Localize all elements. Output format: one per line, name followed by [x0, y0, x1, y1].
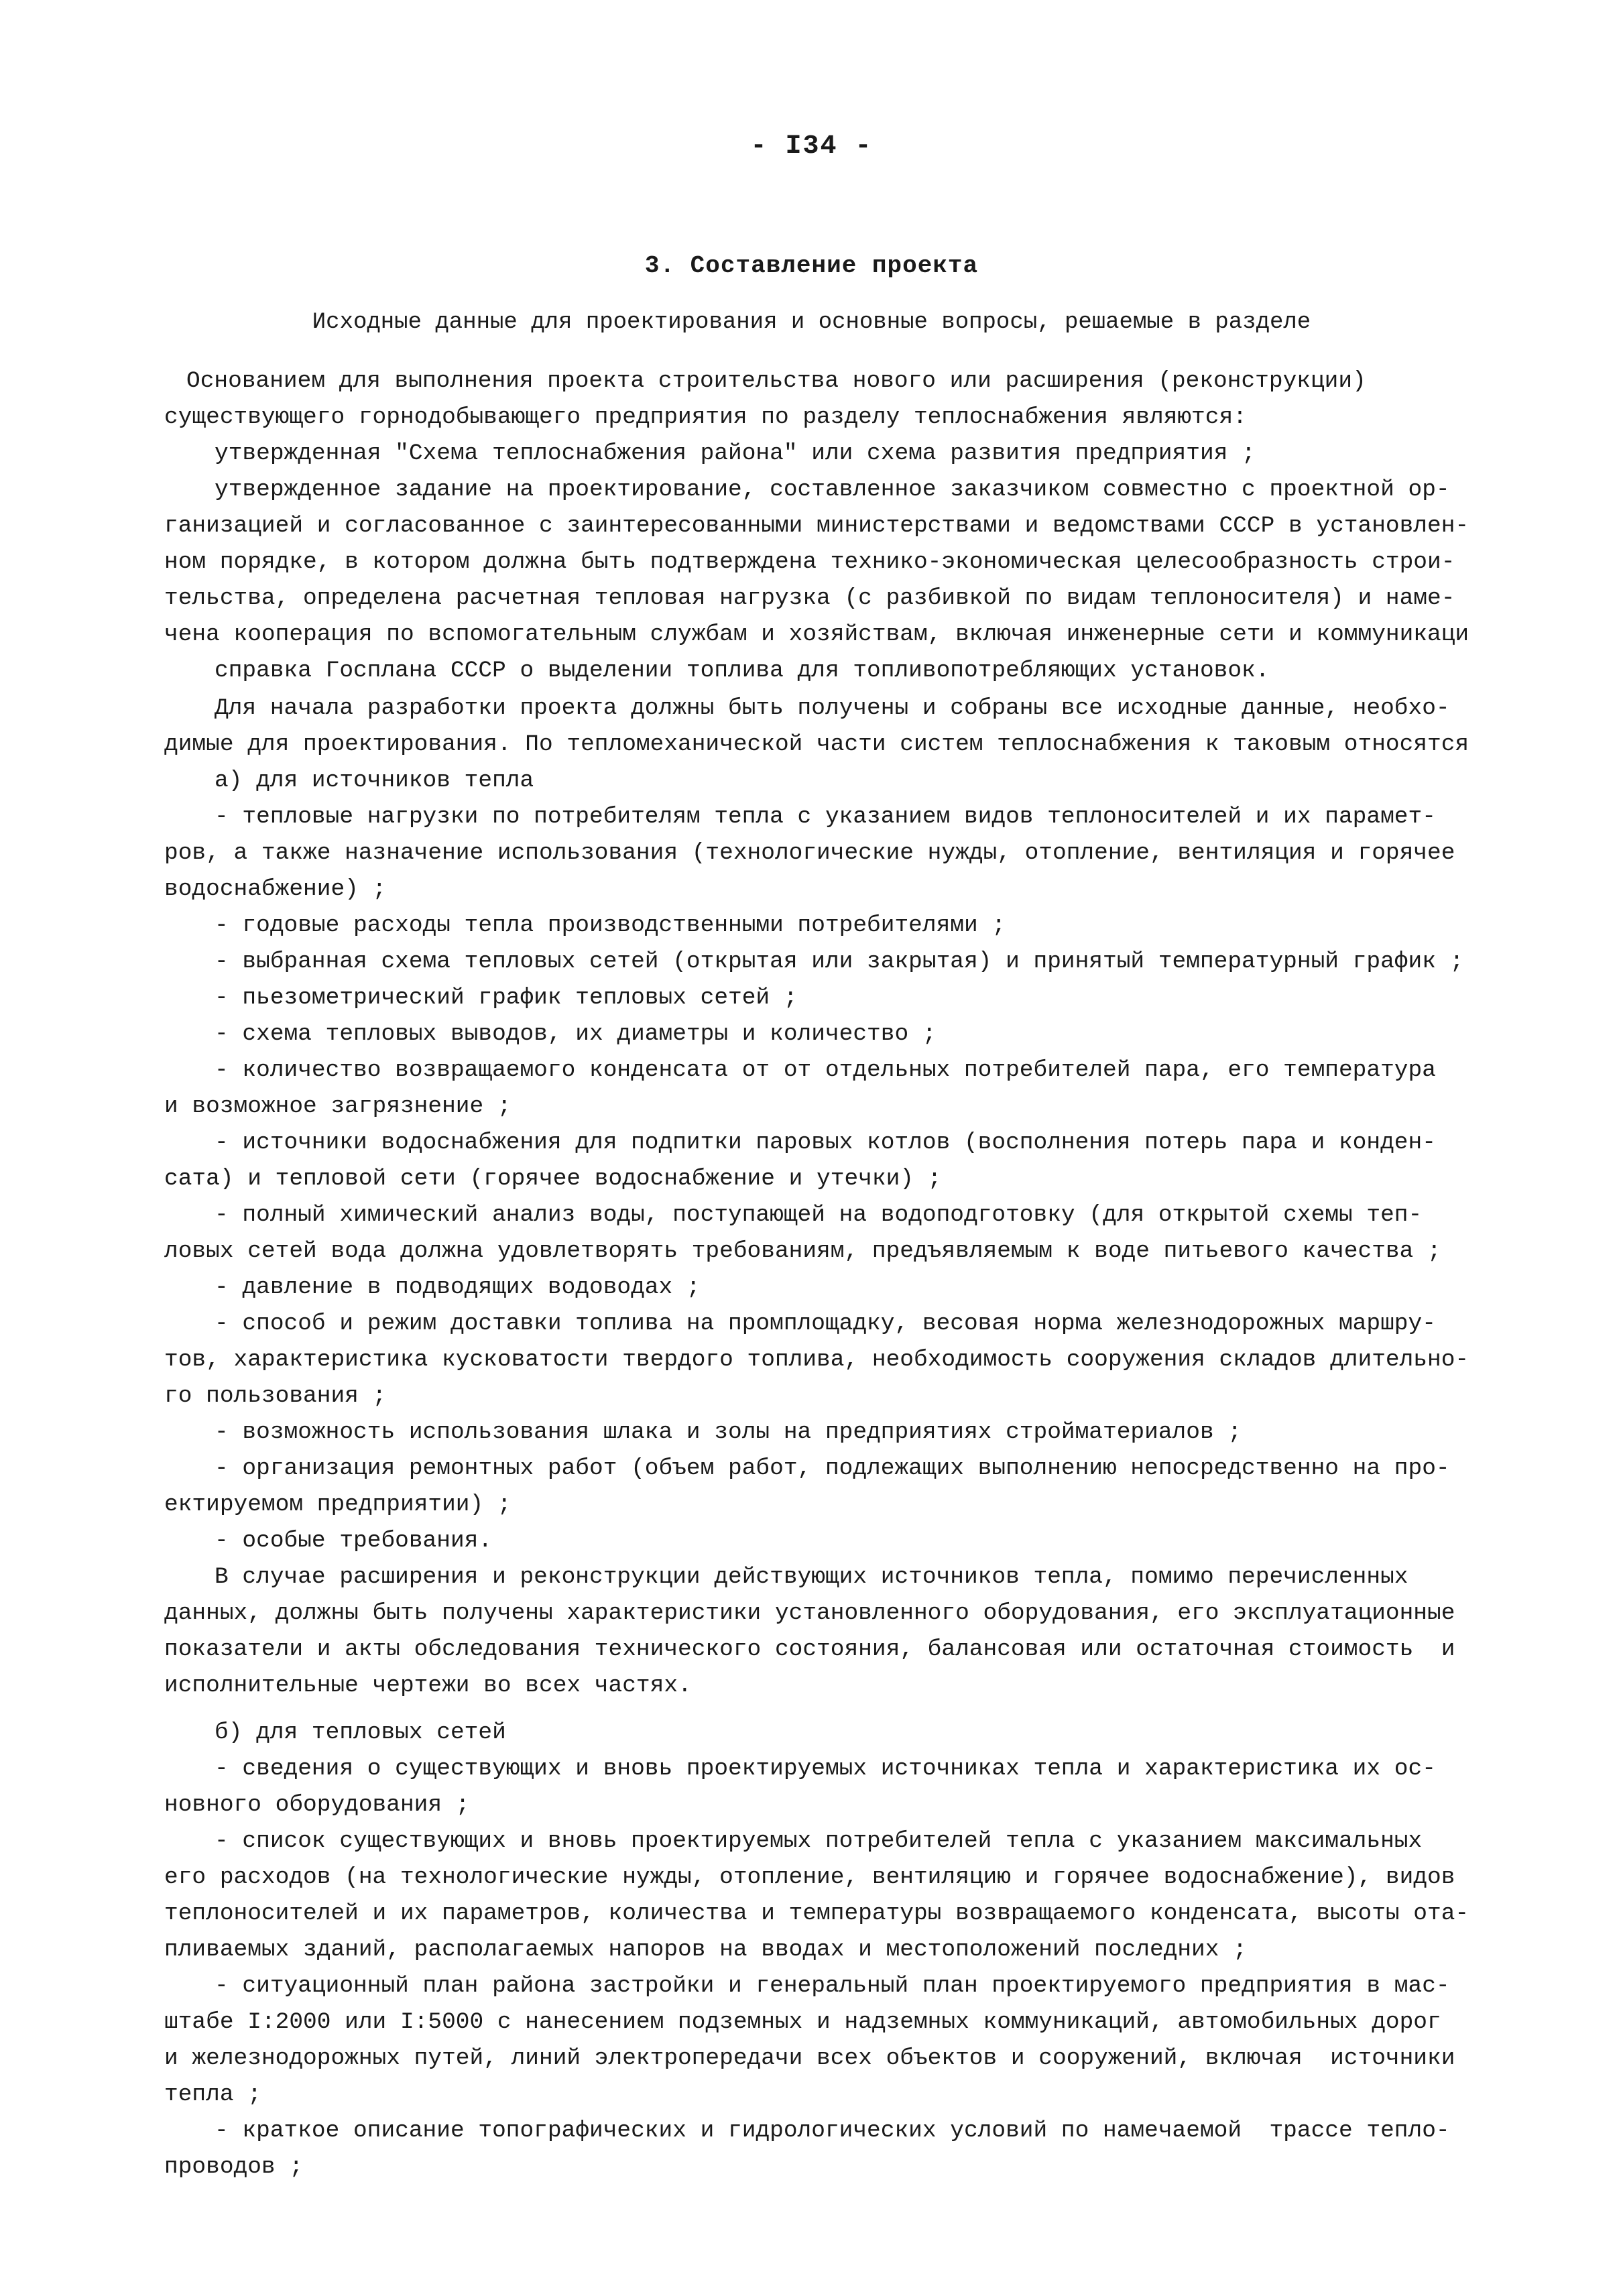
- text-line: его расходов (на технологические нужды, отопление, вентиляцию и горячее водоснабжение), видов: [164, 1864, 1455, 1890]
- text-line: - источники водоснабжения для подпитки паровых котлов (восполнения потерь пара и конден-: [215, 1130, 1436, 1156]
- text-line: новного оборудования ;: [164, 1792, 470, 1818]
- text-line: - количество возвращаемого конденсата от от отдельных потребителей пара, его температура: [215, 1057, 1436, 1083]
- text-line: существующего горнодобывающего предприятия по разделу теплоснабжения являются:: [164, 404, 1247, 430]
- text-line: - схема тепловых выводов, их диаметры и количество ;: [215, 1021, 937, 1047]
- text-line: а) для источников тепла: [215, 768, 534, 794]
- text-line: - полный химический анализ воды, поступающей на водоподготовку (для открытой схемы теп-: [215, 1202, 1423, 1228]
- text-line: показатели и акты обследования технического состояния, балансовая или остаточная стоимость и: [164, 1636, 1455, 1663]
- text-line: б) для тепловых сетей: [215, 1719, 506, 1746]
- text-line: - сведения о существующих и вновь проектируемых источниках тепла и характеристика их ос-: [215, 1756, 1436, 1782]
- text-line: - возможность использования шлака и золы на предприятиях стройматериалов ;: [215, 1419, 1242, 1445]
- text-line: - давление в подводящих водоводах ;: [215, 1274, 701, 1301]
- text-line: - способ и режим доставки топлива на промплощадку, весовая норма железнодорожных маршру-: [215, 1311, 1436, 1337]
- text-line: теплоносителей и их параметров, количества и температуры возвращаемого конденсата, высоты ота-: [164, 1900, 1469, 1927]
- text-line: тов, характеристика кусковатости твердого топлива, необходимость сооружения складов длительно-: [164, 1347, 1469, 1373]
- section-title: 3. Составление проекта: [644, 252, 979, 280]
- text-line: - организация ремонтных работ (объем работ, подлежащих выполнению непосредственно на про-: [215, 1455, 1450, 1482]
- text-line: - краткое описание топографических и гидрологических условий по намечаемой трассе тепло-: [215, 2118, 1450, 2144]
- text-line: ектируемом предприятии) ;: [164, 1492, 512, 1518]
- text-line: - список существующих и вновь проектируемых потребителей тепла с указанием максимальных: [215, 1828, 1423, 1854]
- text-line: - выбранная схема тепловых сетей (открытая или закрытая) и принятый температурный график ;: [215, 949, 1464, 975]
- text-line: пливаемых зданий, располагаемых напоров на вводах и местоположений последних ;: [164, 1937, 1247, 1963]
- text-line: - пьезометрический график тепловых сетей ;: [215, 985, 798, 1011]
- text-line: ловых сетей вода должна удовлетворять требованиям, предъявляемым к воде питьевого качества ;: [164, 1238, 1441, 1264]
- text-line: справка Госплана СССР о выделении топлива для топливопотребляющих установок.: [215, 658, 1270, 684]
- text-line: проводов ;: [164, 2154, 304, 2180]
- text-line: - годовые расходы тепла производственными потребителями ;: [215, 912, 1006, 939]
- text-line: водоснабжение) ;: [164, 876, 387, 902]
- text-line: - особые требования.: [215, 1528, 493, 1554]
- text-line: данных, должны быть получены характеристики установленного оборудования, его эксплуатационные: [164, 1600, 1455, 1626]
- text-line: Основанием для выполнения проекта строительства нового или расширения (реконструкции): [186, 368, 1366, 394]
- text-line: В случае расширения и реконструкции действующих источников тепла, помимо перечисленных: [215, 1564, 1408, 1590]
- text-line: ганизацией и согласованное с заинтересованными министерствами и ведомствами СССР в установлен-: [164, 513, 1469, 539]
- text-line: тельства, определена расчетная тепловая нагрузка (с разбивкой по видам теплоносителя) и наме-: [164, 585, 1455, 611]
- text-line: го пользования ;: [164, 1383, 387, 1409]
- page-number: - I34 -: [750, 131, 873, 162]
- text-line: и возможное загрязнение ;: [164, 1093, 512, 1120]
- text-line: чена кооперация по вспомогательным службам и хозяйствам, включая инженерные сети и коммуникаци: [164, 621, 1469, 648]
- section-subtitle: Исходные данные для проектирования и основные вопросы, решаемые в разделе: [312, 310, 1311, 335]
- text-line: утвержденное задание на проектирование, составленное заказчиком совместно с проектной ор-: [215, 477, 1450, 503]
- text-line: утвержденная "Схема теплоснабжения района" или схема развития предприятия ;: [215, 440, 1256, 467]
- text-line: Для начала разработки проекта должны быть получены и собраны все исходные данные, необхо-: [215, 695, 1450, 721]
- text-line: ном порядке, в котором должна быть подтверждена технико-экономическая целесообразность строи-: [164, 549, 1455, 575]
- text-line: ров, а также назначение использования (технологические нужды, отопление, вентиляция и горячее: [164, 840, 1455, 866]
- text-line: - ситуационный план района застройки и генеральный план проектируемого предприятия в мас-: [215, 1973, 1450, 1999]
- text-line: - тепловые нагрузки по потребителям тепла с указанием видов теплоносителей и их парамет-: [215, 804, 1436, 830]
- text-line: и железнодорожных путей, линий электропередачи всех объектов и сооружений, включая источники: [164, 2045, 1455, 2071]
- text-line: димые для проектирования. По тепломеханической части систем теплоснабжения к таковым относятся: [164, 731, 1469, 758]
- text-line: исполнительные чертежи во всех частях.: [164, 1673, 692, 1699]
- text-line: сата) и тепловой сети (горячее водоснабжение и утечки) ;: [164, 1166, 942, 1192]
- text-line: штабе I:2000 или I:5000 с нанесением подземных и надземных коммуникаций, автомобильных дорог: [164, 2009, 1441, 2035]
- text-line: тепла ;: [164, 2081, 261, 2108]
